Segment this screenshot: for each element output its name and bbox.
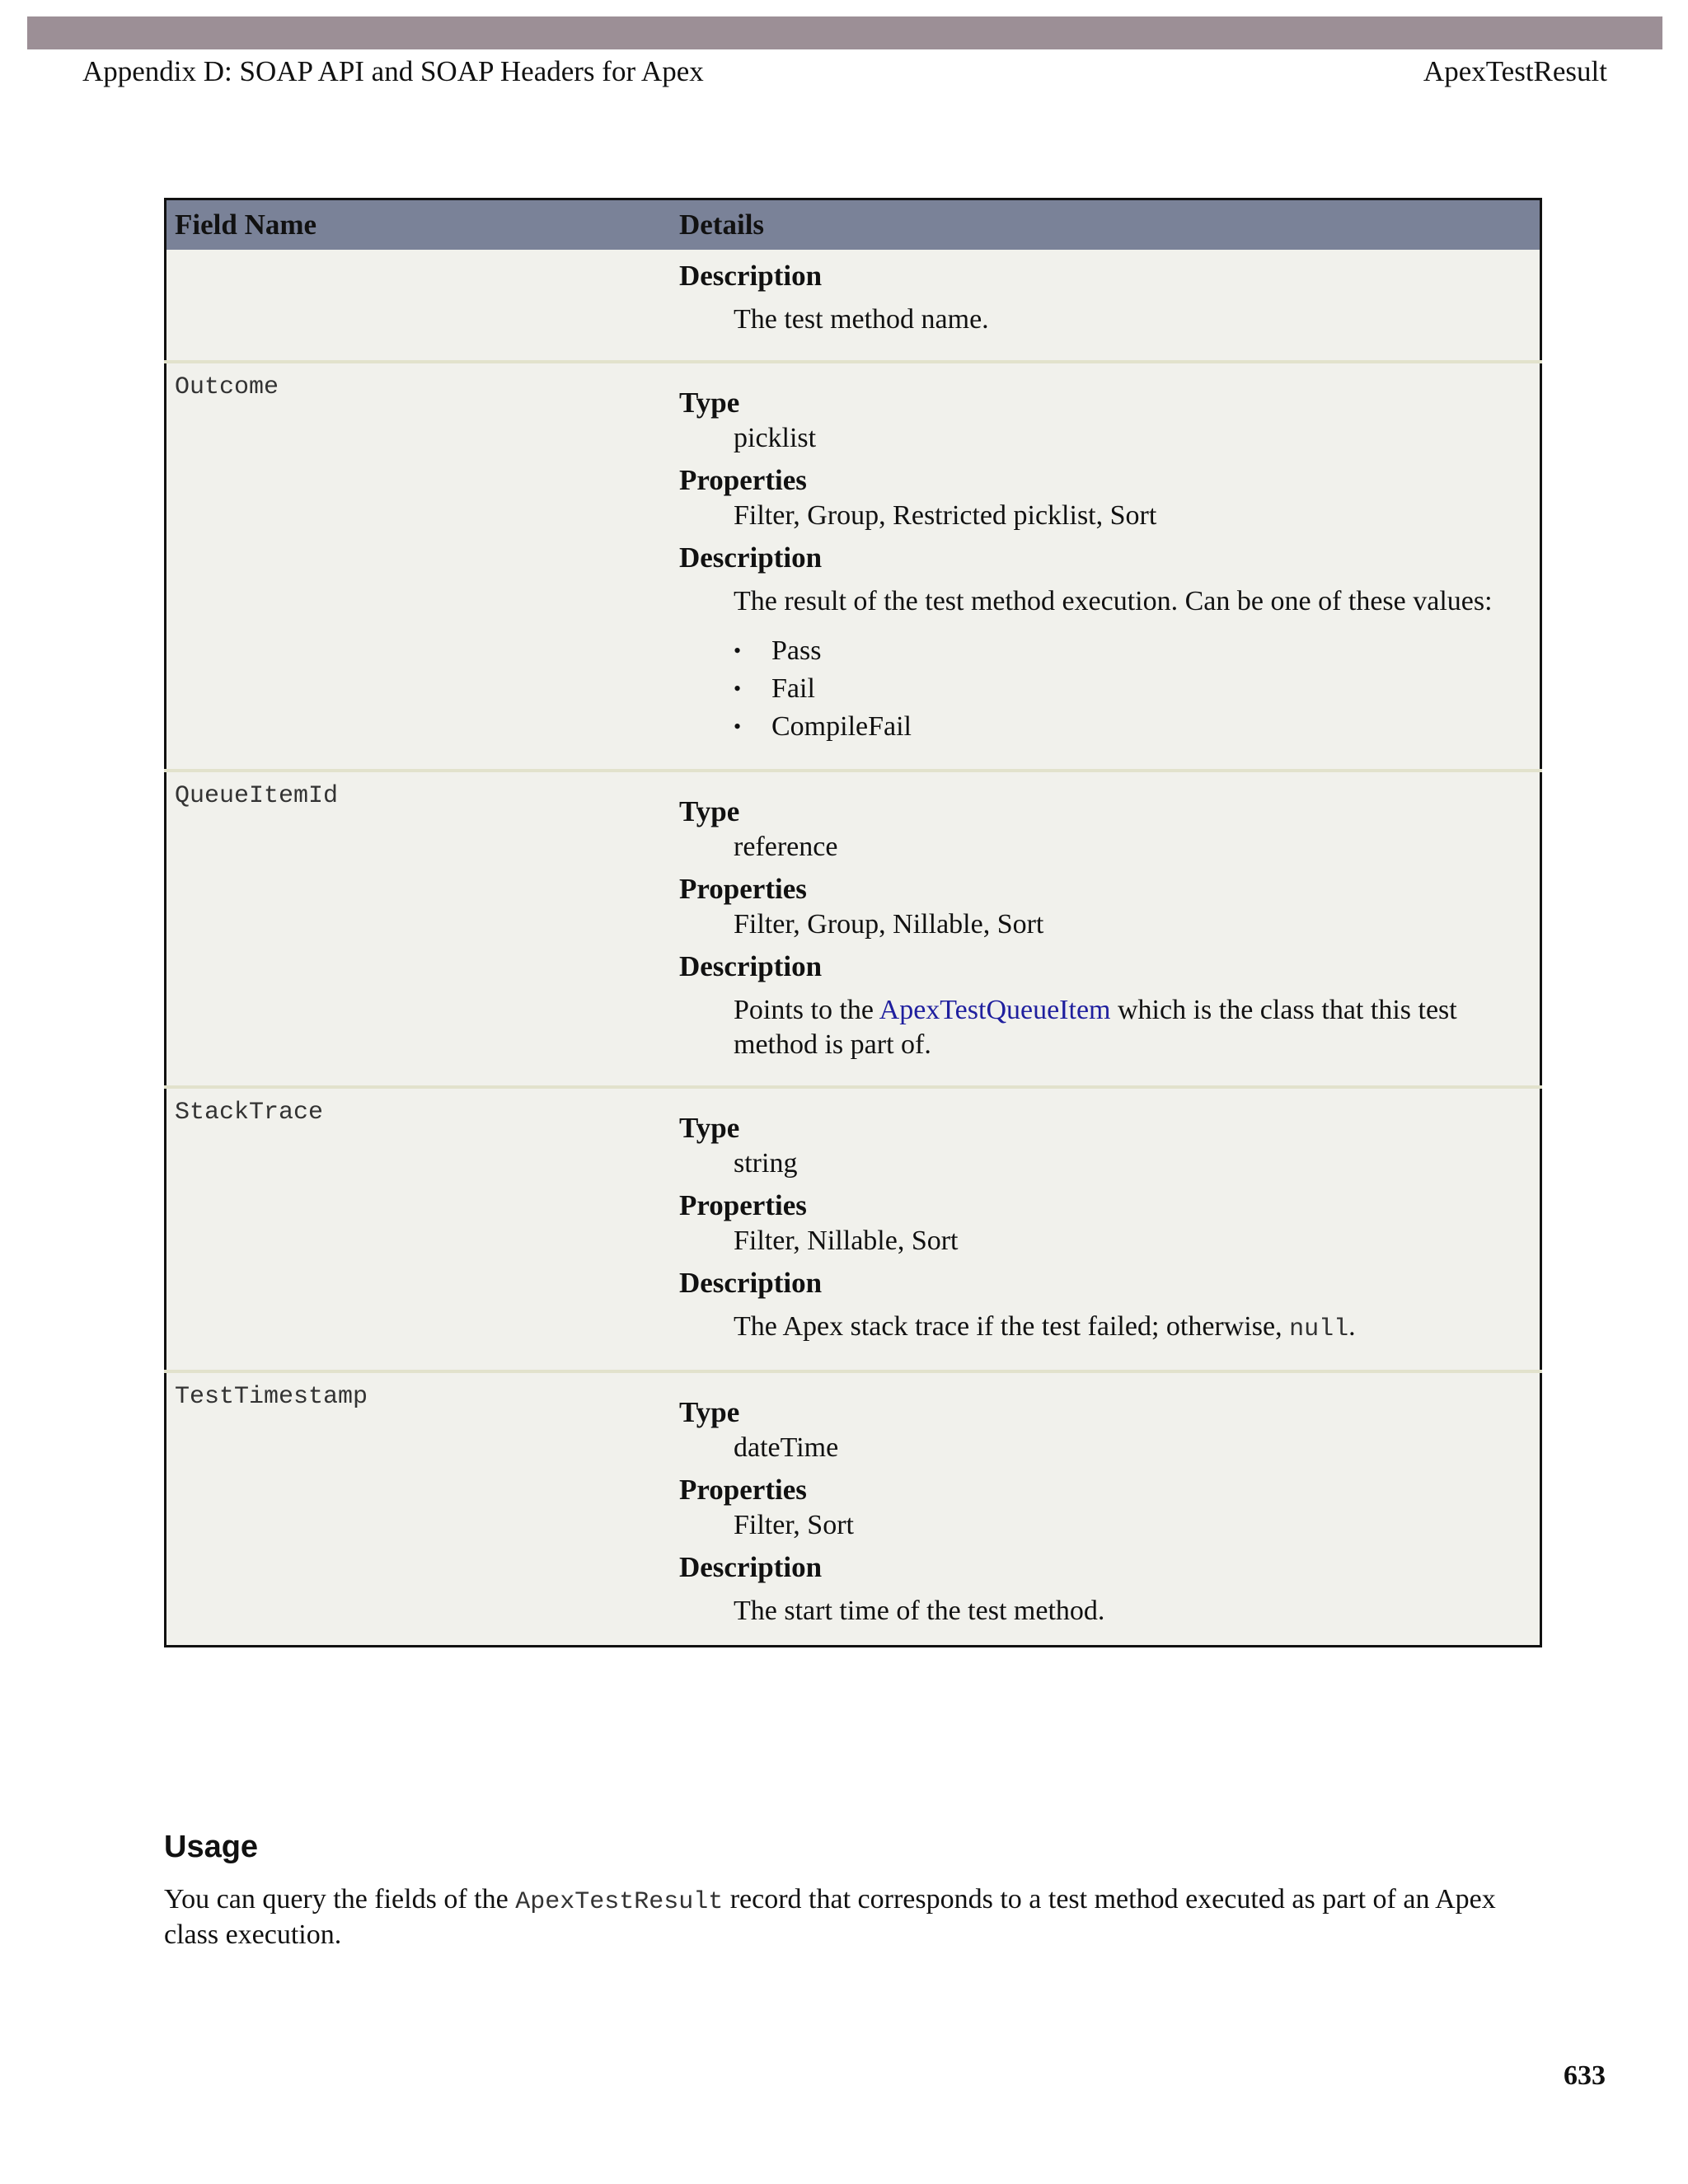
field-table [164,198,1542,1647]
properties-value: Filter, Sort [734,1510,854,1540]
table-header-row [166,199,1541,251]
type-value: picklist [734,423,817,453]
type-label: Type [679,795,740,827]
description-text [679,993,1531,1062]
field-name: QueueItemId [175,782,339,810]
field-cell [166,362,672,771]
type-value: reference [734,832,838,862]
description-text: The test method name. [734,304,989,335]
field-cell [166,771,672,1087]
details-cell [671,250,1541,362]
table-row-queueitemid [166,771,1541,1087]
list-item: • Pass [771,632,1531,670]
properties-value: Filter, Nillable, Sort [734,1226,959,1256]
properties-value: Filter, Group, Nillable, Sort [734,909,1044,940]
table-row-testtimestamp [166,1371,1541,1647]
table-row-stacktrace [166,1087,1541,1371]
list-item: • Fail [771,670,1531,708]
details-cell [671,771,1541,1087]
null-code: null [1289,1315,1349,1343]
description-text-end: . [1348,1311,1356,1342]
properties-label: Properties [679,1189,807,1221]
description-label: Description [679,1551,823,1583]
field-name: StackTrace [175,1099,324,1127]
usage-paragraph [164,1883,1542,1952]
description-text: The start time of the test method. [734,1596,1105,1626]
apex-test-result-code: ApexTestResult [515,1888,724,1916]
description-text-end: which is the class that this test method is part of. [734,995,1457,1060]
description-label: Description [679,541,823,574]
type-label: Type [679,1112,740,1144]
properties-label: Properties [679,464,807,496]
usage-text-end: record that corresponds to a test method executed as part of an Apex class execution. [164,1884,1496,1950]
column-header-field-name: Field Name [166,199,672,251]
field-cell [166,1371,672,1647]
usage-heading: Usage [164,1830,259,1864]
header-topic-title: ApexTestResult [1423,55,1607,87]
running-header [82,51,1607,92]
top-color-bar [27,16,1662,49]
type-value: dateTime [734,1432,839,1463]
description-text-start: The Apex stack trace if the test failed; otherwise, [734,1311,1290,1342]
field-name: TestTimestamp [175,1383,368,1411]
details-cell [671,1371,1541,1647]
properties-value: Filter, Group, Restricted picklist, Sort [734,500,1157,531]
description-text [679,1310,1531,1347]
properties-label: Properties [679,873,807,905]
column-header-details: Details [671,199,1541,251]
table-row [166,250,1541,362]
list-item: • CompileFail [771,708,1531,746]
field-cell [166,250,672,362]
type-label: Type [679,1396,740,1428]
apex-test-queue-item-link[interactable]: ApexTestQueueItem [879,995,1111,1025]
description-text-start: Points to the [734,995,879,1025]
type-label: Type [679,387,740,419]
usage-text-start: You can query the fields of the [164,1884,516,1915]
table-row-outcome [166,362,1541,771]
details-cell [671,1087,1541,1371]
type-value: string [734,1148,798,1179]
header-section-title: Appendix D: SOAP API and SOAP Headers for Apex [82,55,704,87]
description-label: Description [679,1267,823,1299]
field-cell [166,1087,672,1371]
description-label: Description [679,950,823,982]
description-label: Description [679,260,823,292]
description-text: The result of the test method execution. Can be one of these values: [734,586,1493,616]
field-name: Outcome [175,373,279,401]
details-cell [671,362,1541,771]
page-number: 633 [1564,2060,1606,2091]
values-list [679,632,1531,746]
properties-label: Properties [679,1474,807,1506]
